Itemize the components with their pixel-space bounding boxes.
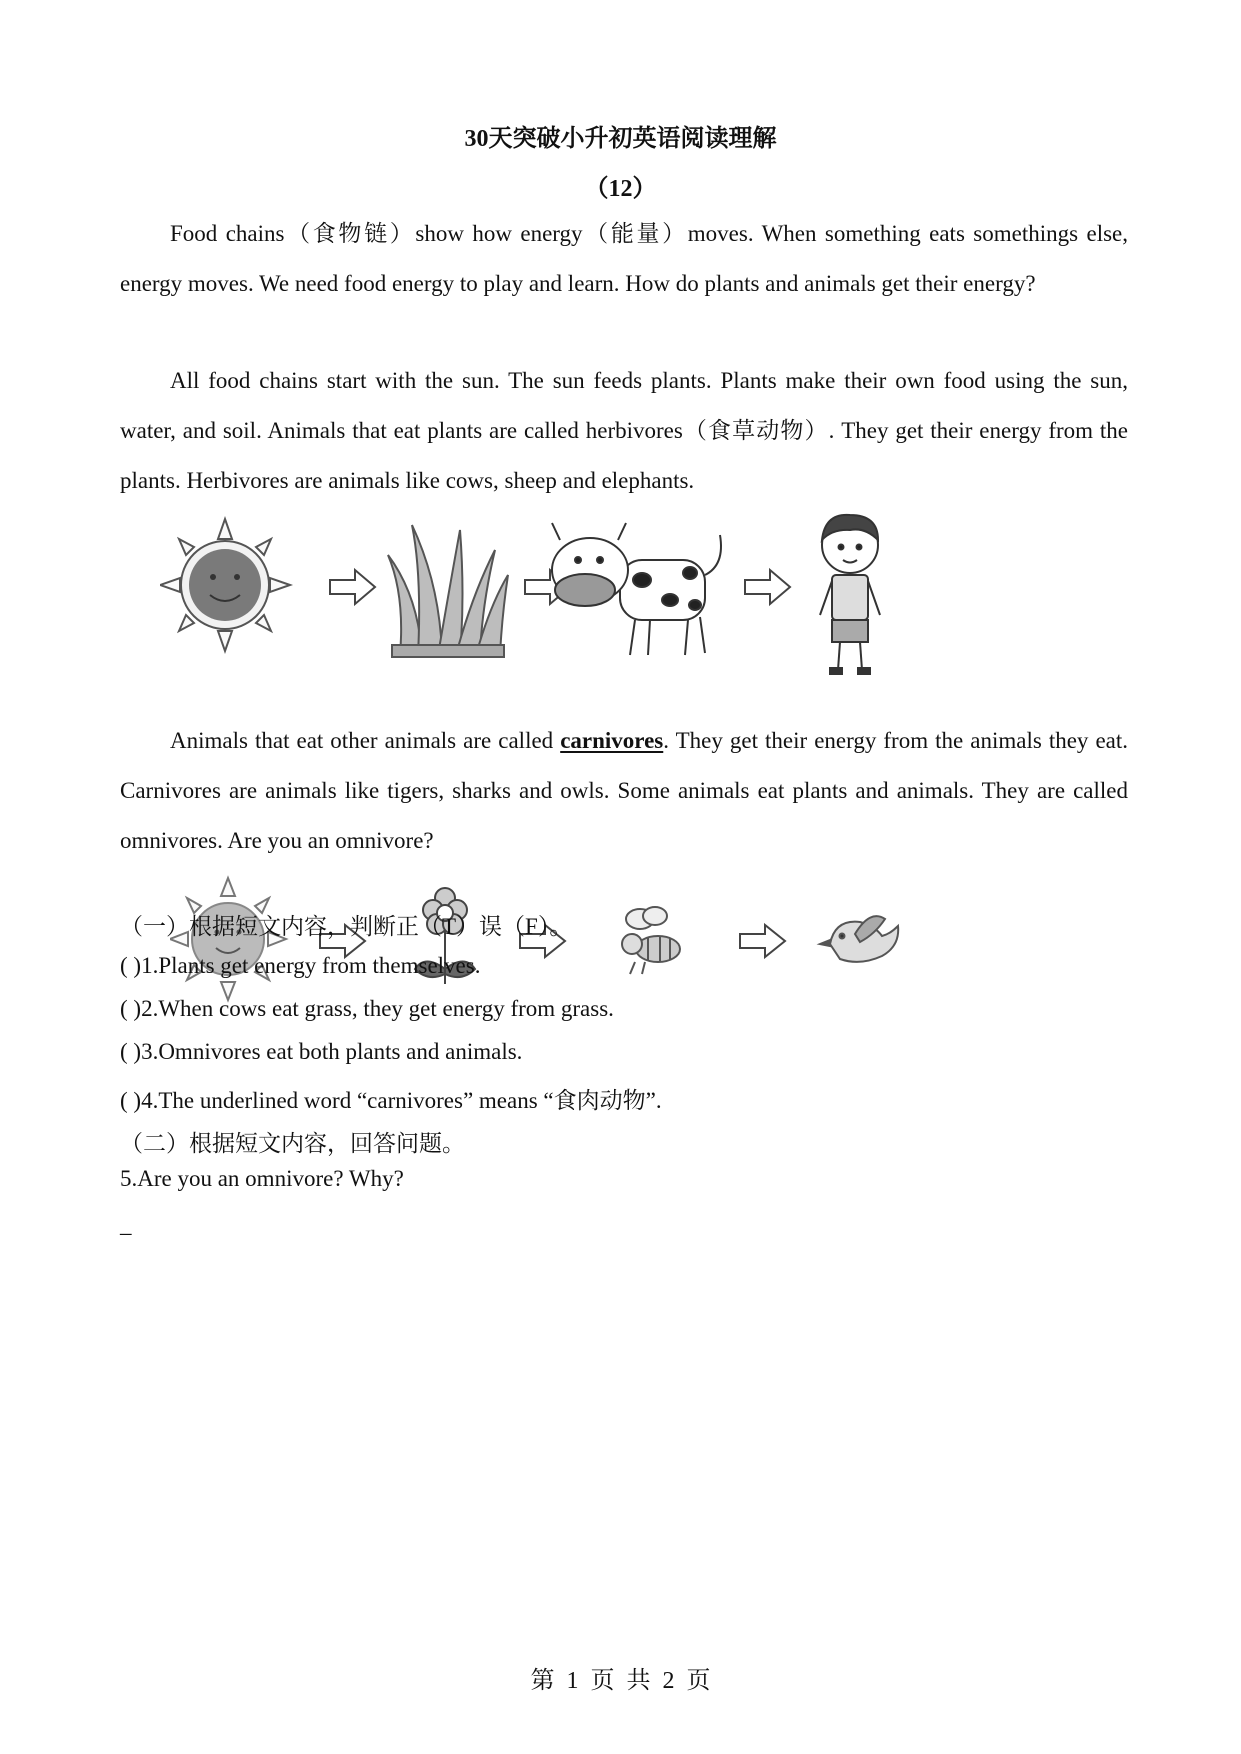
paragraph-3-text-start: Animals that eat other animals are called — [170, 728, 561, 753]
section-1-heading: （一）根据短文内容，判断正（T）误（F）。 — [120, 914, 573, 939]
food-chain-figure-1 — [160, 505, 940, 685]
bee-icon — [622, 907, 680, 974]
question-5: 5.Are you an omnivore? Why? — [120, 1166, 404, 1191]
question-2: ( )2.When cows eat grass, they get energy from grass. — [120, 996, 614, 1021]
underlined-word-carnivores: carnivores — [560, 728, 664, 753]
grass-icon — [388, 525, 508, 657]
passage-paragraph-2: All food chains start with the sun. The sun feeds plants. Plants make their own food using the sun, water, and soil. Animals that eat plants are called herbivores（食草动物）. They get their energy from the plants. Herbivores are animals like cows, sheep and elephants. — [120, 368, 1128, 493]
page-footer: 第 1 页 共 2 页 — [530, 1668, 711, 1694]
question-1: ( )1.Plants get energy from themselves. — [120, 953, 481, 978]
passage-paragraph-1: Food chains（食物链）show how energy（能量）moves. When something eats somethings else, energy moves. We need food energy to play and learn. How do plants and animals get their energy? — [120, 221, 1128, 296]
passage-paragraph-3 — [120, 716, 1128, 866]
answer-blank: _ — [120, 1212, 132, 1237]
page-subtitle: （12） — [584, 176, 657, 202]
arrow-icon — [330, 570, 375, 604]
boy-icon — [820, 515, 880, 674]
page-title: 30天突破小升初英语阅读理解 — [464, 126, 777, 152]
question-4: ( )4.The underlined word “carnivores” means “食肉动物”. — [120, 1088, 662, 1113]
cow-icon — [552, 523, 721, 655]
arrow-icon — [745, 570, 790, 604]
question-3: ( )3.Omnivores eat both plants and animals. — [120, 1039, 523, 1064]
sun-icon — [160, 519, 290, 651]
section-2-heading: （二）根据短文内容，回答问题。 — [120, 1131, 465, 1156]
arrow-icon — [740, 925, 785, 957]
bird-icon — [820, 916, 898, 962]
paragraph-3-text-end: . They get their energy from the animals they eat. Carnivores are animals like tigers, sharks and owls. Some animals eat plants and animals. They are called omnivores. Are you an omnivore? — [120, 728, 1128, 853]
